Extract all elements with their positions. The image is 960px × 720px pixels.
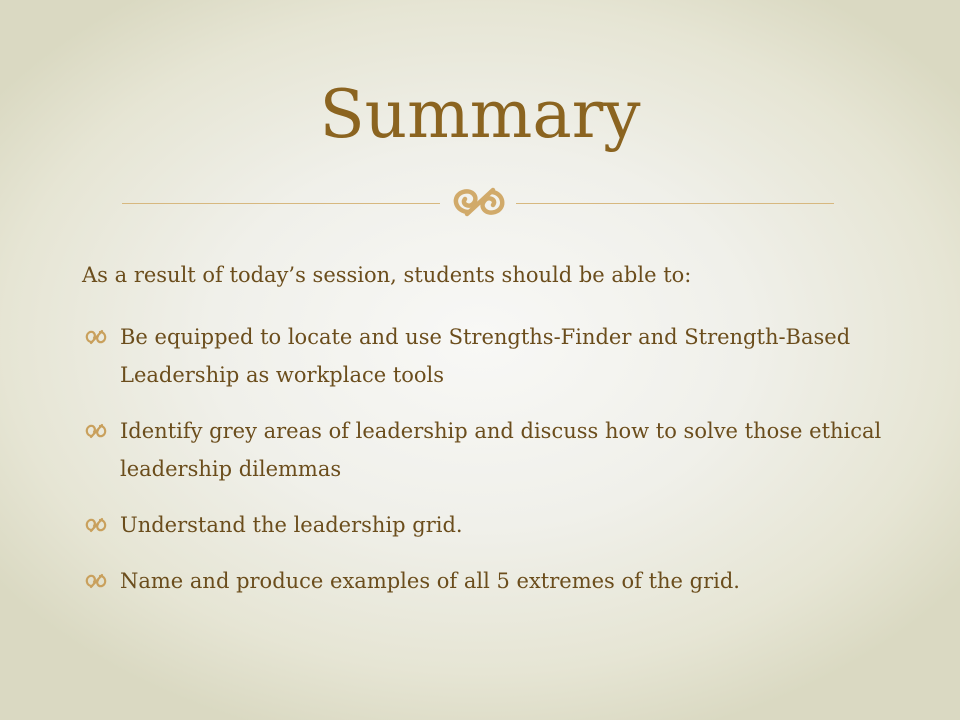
- ornament-scroll-icon: [447, 182, 511, 222]
- list-item-text: Be equipped to locate and use Strengths-Finder and Strength-Based Leadership as workplace tools: [120, 325, 851, 387]
- intro-text: As a result of today’s session, students should be able to:: [82, 263, 692, 287]
- objective-list: [82, 318, 922, 600]
- list-item-text: Name and produce examples of all 5 extremes of the grid.: [120, 569, 740, 593]
- list-item: [82, 562, 922, 600]
- slide-body: [82, 258, 922, 600]
- scroll-bullet-icon: [84, 422, 108, 440]
- list-item: [82, 412, 922, 488]
- divider-line-left: [122, 203, 440, 204]
- scroll-bullet-icon: [84, 572, 108, 590]
- scroll-bullet-icon: [84, 328, 108, 346]
- scroll-bullet-icon: [84, 516, 108, 534]
- list-item: [82, 506, 922, 544]
- list-item: [82, 318, 922, 394]
- list-item-text: Identify grey areas of leadership and discuss how to solve those ethical leadership dilemmas: [120, 419, 882, 481]
- slide-title: Summary: [319, 76, 641, 153]
- divider-line-right: [516, 203, 834, 204]
- list-item-text: Understand the leadership grid.: [120, 513, 463, 537]
